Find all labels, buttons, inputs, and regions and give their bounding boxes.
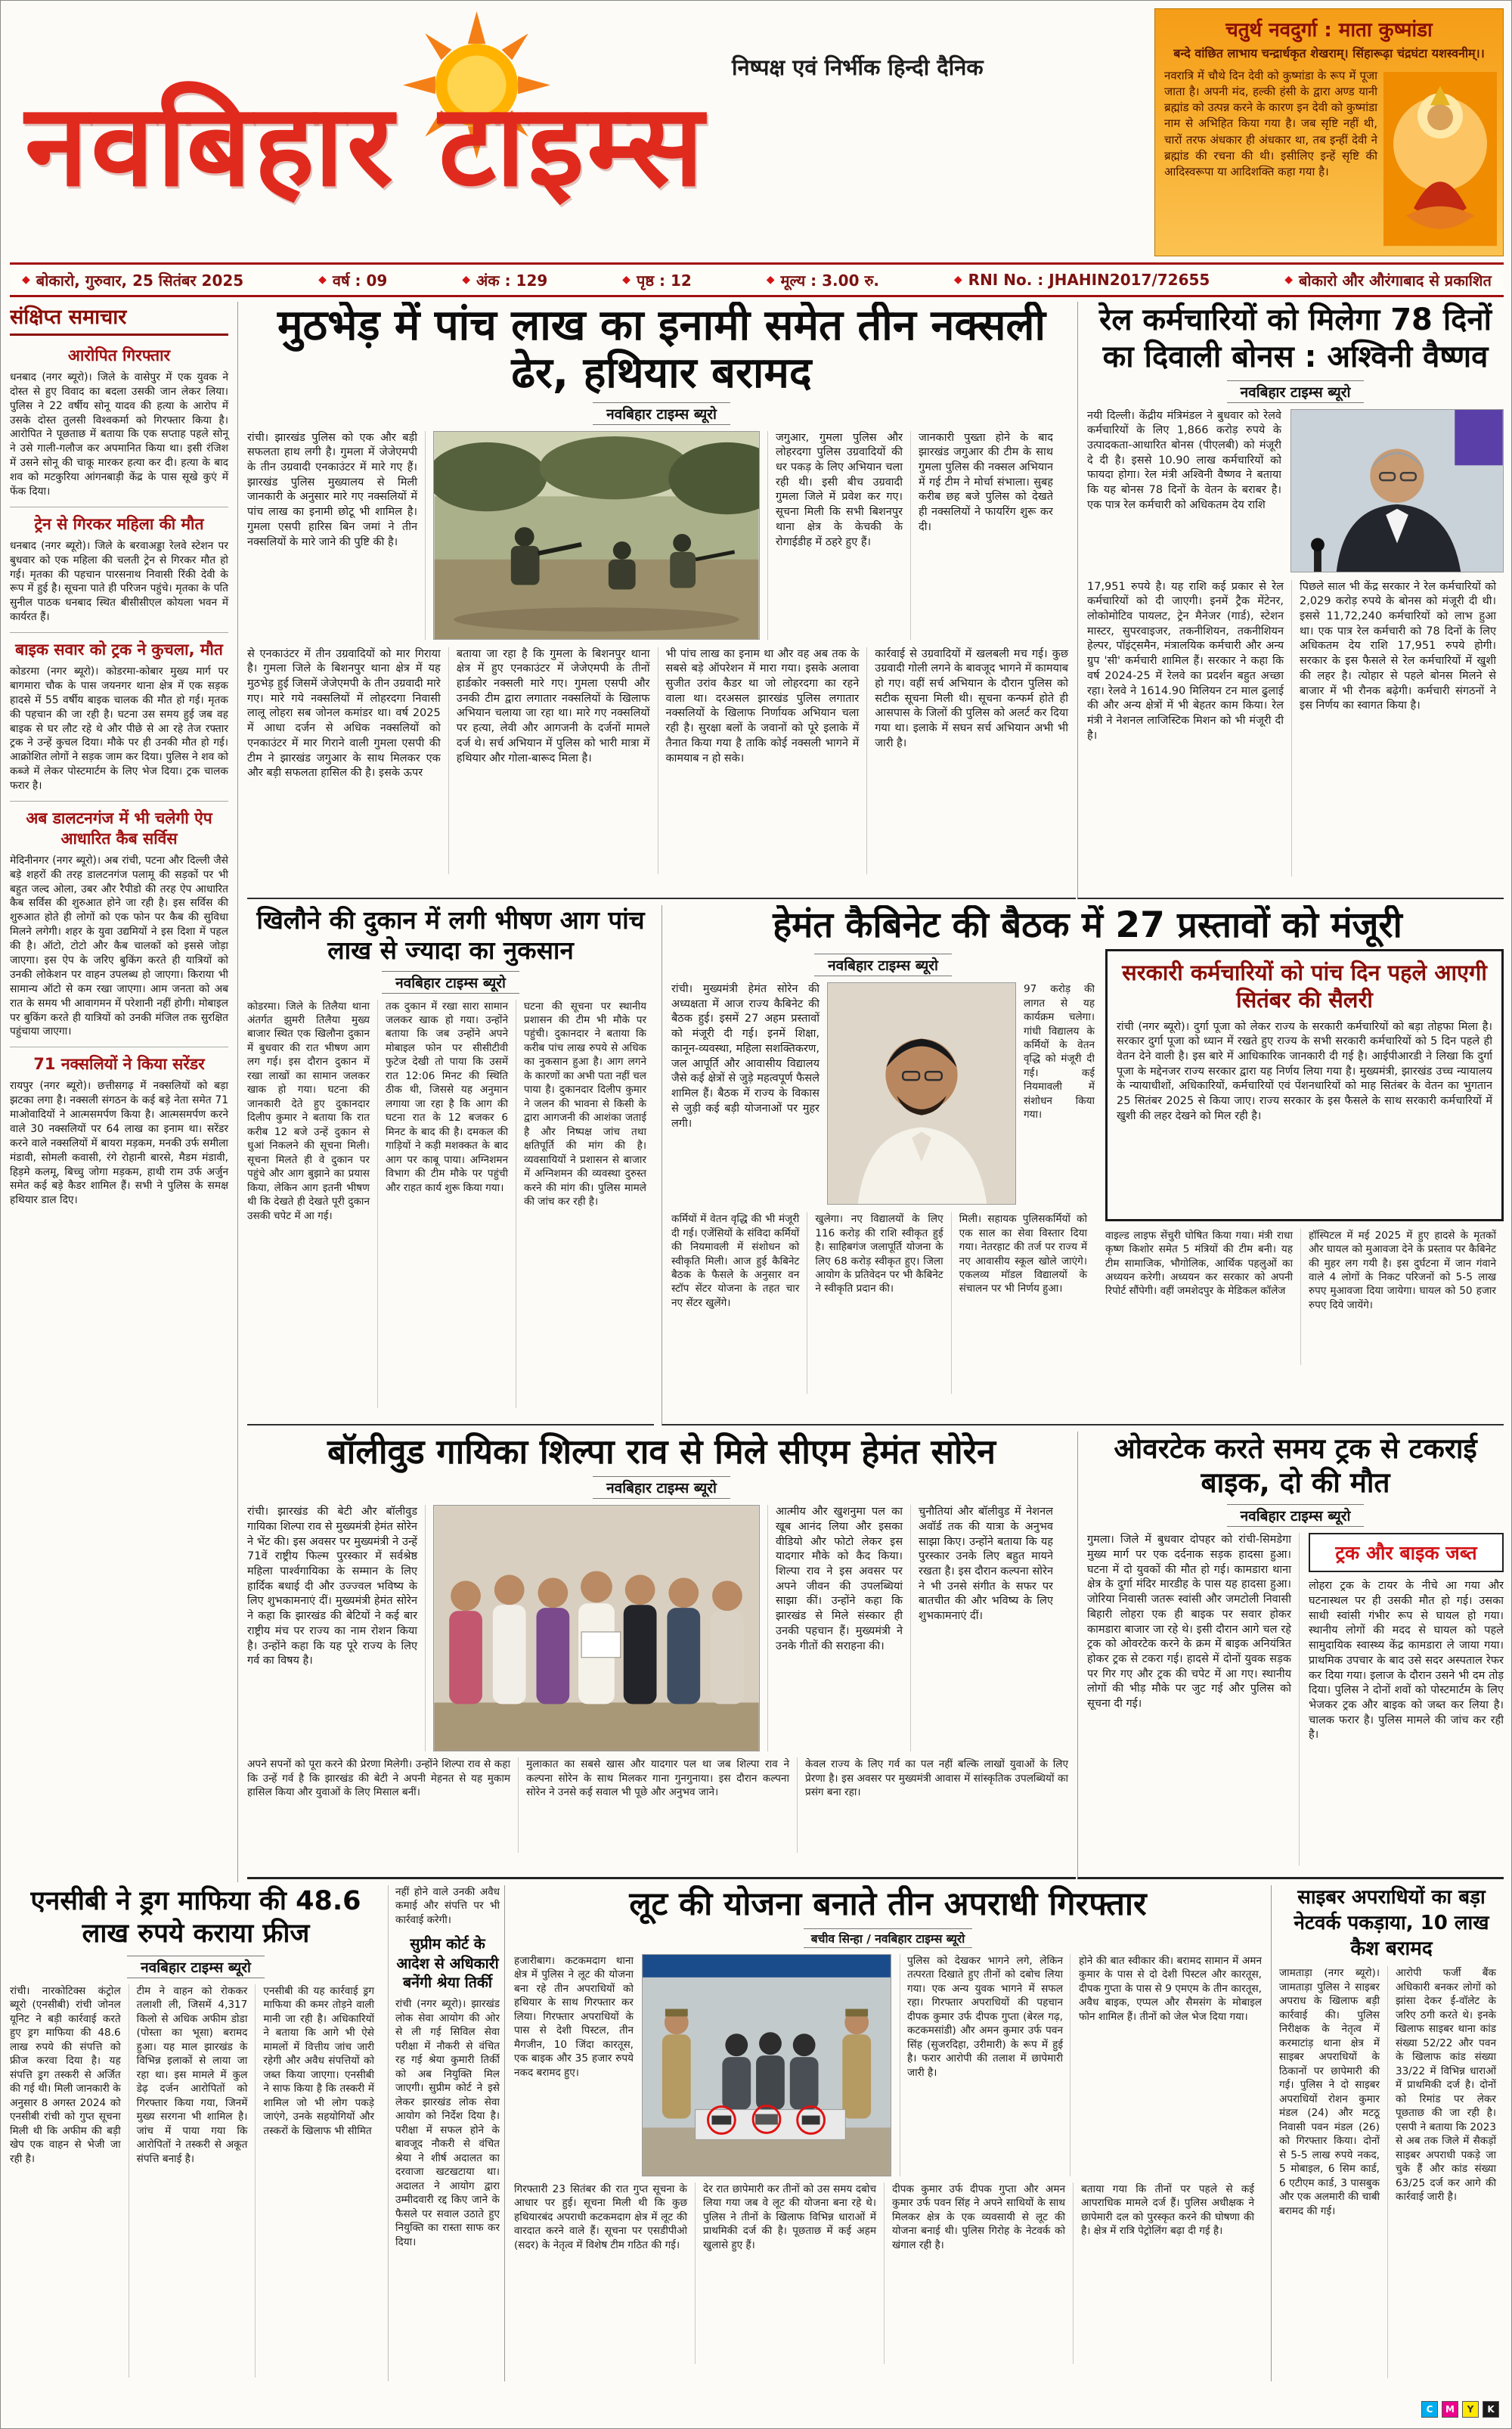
rail-body-column: 17,951 रुपये है। यह राशि कई प्रकार से रेल कर्मचारियों को दी जाएगी। इनमें ट्रैक मेंटेनर, लोकोमोटिव पायलट, ट्रेन मैनेजर (गार्ड), स्टेशन मास्टर, सुपरवाइजर, तकनीशियन, तकनीशियन हेल्पर, पॉइंट्समैन, मंत्रालयिक कर्मचारी और अन्य ग्रुप 'सी' कर्मचारी शामिल हैं। सरकार ने कहा कि वर्ष 2024-25 में रेलवे का प्रदर्शन बहुत अच्छा रहा। रेलवे ने 1614.90 मिलियन टन माल ढुलाई की और अन्य क्षेत्रों में भी बेहतर काम किया। रेल मंत्री ने नेशनल लाजिस्टिक मिशन को भी मंजूरी दी है। [1087, 580, 1284, 742]
dateline-bar [10, 262, 1504, 297]
cabinet-headline: हेमंत कैबिनेट की बैठक में 27 प्रस्तावों को मंजूरी [773, 905, 1402, 946]
lead-body-column: जानकारी पुख्ता होने के बाद झारखंड जगुआर की टीम के साथ गुमला पुलिस की नक्सल अभियान में गई टीम ने मोर्चा संभाला। सुबह करीब छह बजे पुलिस को देखते ही नक्सलियों ने फायरिंग शुरू कर दी। [919, 431, 1053, 533]
loot-body-column: पुलिस को देखकर भागने लगे, लेकिन तत्परता दिखाते हुए तीनों को दबोच लिया गया। एक अन्य युवक भागने में सफल रहा। गिरफ्तार अपराधियों की पहचान दीपक कुमार उर्फ दीपक गुप्ता (बेरल गढ़, कटकमसांडी) और अमन कुमार उर्फ पवन सिंह (सुजरदिहा, उरीमारी) के रूप में हुई है। फरार आरोपी की तलाश में छापेमारी जारी है। [907, 1954, 1063, 2079]
rail-body-column: पिछले साल भी केंद्र सरकार ने रेल कर्मचारियों को 2,029 करोड़ रुपये के बोनस को मंजूरी दी थी। इससे 11,72,240 कर्मचारियों को लाभ हुआ था। एक पात्र रेल कर्मचारी को 78 दिनों के लिए अधिकतम देय राशि 17,951 रुपये होगी। सरकार के इस फैसले से रेल कर्मचारियों में खुशी की लहर है। त्योहार से पहले बोनस मिलने से बाजार में भी रौनक बढ़ेगी। कर्मचारी संगठनों ने इस निर्णय का स्वागत किया है। [1300, 580, 1496, 712]
diamond-separator-icon: ◆ [953, 274, 962, 286]
edition-pages: ◆ पृष्ठ : 12 [622, 271, 692, 290]
cyber-body-column: आरोपी फर्जी बैंक अधिकारी बनकर लोगों को झांसा देकर ई-वॉलेट के जरिए ठगी करते थे। इनके खिलाफ साइबर थाना कांड संख्या 52/22 और पवन के खिलाफ कांड संख्या 33/22 में विभिन्न धाराओं में प्राथमिकी दर्ज है। दोनों को रिमांड पर लेकर पूछताछ की जा रही है। एसपी ने बताया कि 2023 से अब तक जिले में सैकड़ों साइबर अपराधी पकड़े जा चुके हैं और कांड संख्या 63/25 दर्ज कर आगे की कार्रवाई जारी है। [1396, 1967, 1496, 2204]
loot-body-column: गिरफ्तारी 23 सितंबर की रात गुप्त सूचना के आधार पर हुई। सूचना मिली थी कि कुछ हथियारबंद अपराधी कटकमदाग क्षेत्र में लूट की वारदात करने वाले हैं। सूचना पर एसडीपीओ (सदर) के नेतृत्व में विशेष टीम गठित की गई। [514, 2182, 687, 2251]
bollywood-body-column: आत्मीय और खुशनुमा पल का खूब आनंद लिया और इसका वीडियो और फोटो लेकर इस यादगार मौके को कैद किया। शिल्पा राव ने इस अवसर पर अपने जीवन की उपलब्धियां साझा कीं। उन्होंने कहा कि झारखंड से मिले संस्कार ही उनकी पहचान हैं। मुख्यमंत्री ने उनके गीतों की सराहना की। [776, 1506, 903, 1652]
overtake-body-column: लोहरा ट्रक के टायर के नीचे आ गया और घटनास्थल पर ही उसकी मौत हो गई। उसका साथी स्वांसी गंभीर रूप से घायल हो गया। स्थानीय लोगों की मदद से घायल को पहले सामुदायिक स्वास्थ्य केंद्र कामडारा ले जाया गया। प्राथमिक उपचार के बाद उसे सदर अस्पताल रेफर कर दिया गया। इलाज के दौरान उसने भी दम तोड़ दिया। पुलिस ने दोनों शवों को पोस्टमार्टम के लिए भेजकर ट्रक और बाइक को जब्त कर लिया है। चालक फरार है। पुलिस मामले की जांच कर रही है। [1309, 1580, 1504, 1742]
published-from: ◆ बोकारो और औरंगाबाद से प्रकाशित [1284, 271, 1492, 290]
brief-headline: ट्रेन से गिरकर महिला की मौत [34, 514, 204, 533]
rail-bonus-headline: रेल कर्मचारियों को मिलेगा 78 दिनों का दिवाली बोनस : अश्विनी वैष्णव [1099, 302, 1492, 374]
ncb-body-column: एनसीबी की यह कार्रवाई ड्रग माफिया की कमर तोड़ने वाली मानी जा रही है। अधिकारियों ने बताया कि आगे भी ऐसे मामलों में वित्तीय जांच जारी रहेगी और अवैध संपत्तियों को जब्त किया जाएगा। एनसीबी ने साफ किया है कि तस्करी में शामिल जो भी लोग पकड़े जाएंगे, उनके सहयोगियों और तस्करों के खिलाफ भी सीमित [263, 1984, 375, 2137]
cyber-headline: साइबर अपराधियों का बड़ा नेटवर्क पकड़ाया, 10 लाख कैश बरामद [1294, 1886, 1489, 1960]
cabinet-body-column: रांची। मुख्यमंत्री हेमंत सोरेन की अध्यक्षता में आज राज्य कैबिनेट की बैठक हुई। इसमें 27 अहम प्रस्तावों को मंजूरी दी गई। इनमें शिक्षा, कानून-व्यवस्था, महिला सशक्तिकरण, जल आपूर्ति और आवासीय विद्यालय जैसे कई क्षेत्रों से जुड़े महत्वपूर्ण फैसले शामिल हैं। बैठक में राज्य के विकास से जुड़ी कई बड़ी योजनाओं पर मुहर लगी। [671, 983, 820, 1130]
toy-fire-article [247, 905, 654, 1425]
bollywood-byline: नवबिहार टाइम्स ब्यूरो [593, 1476, 730, 1499]
loot-body-column: देर रात छापेमारी कर तीनों को उस समय दबोच लिया गया जब वे लूट की योजना बना रहे थे। पुलिस ने तीनों के खिलाफ विभिन्न धाराओं में प्राथमिकी दर्ज की है। पूछताछ में कई अहम खुलासे हुए हैं। [703, 2182, 876, 2251]
brief-body: कोडरमा (नगर ब्यूरो)। कोडरमा-कोबार मुख्य मार्ग पर बागमारा चौक के पास जयनगर थाना क्षेत्र में एक सड़क हादसे में 55 वर्षीय बाइक चालक की मौत हो गई। मृतक की पहचान की जा रही है। घटना उस समय हुई जब वह बाइक से घर लौट रहे थे और पीछे से आ रहे तेज रफ्तार ट्रक ने उन्हें कुचल दिया। मौके पर ही उनकी मौत हो गई। आक्रोशित लोगों ने सड़क जाम कर दिया। पुलिस ने शव को कब्जे में लेकर पोस्टमार्टम के लिए भेज दिया। ट्रक चालक फरार है। [10, 665, 228, 793]
cabinet-continuation-column: वाइल्ड लाइफ सेंचुरी घोषित किया गया। मंत्री राधा कृष्ण किशोर समेत 5 मंत्रियों की टीम बनी। यह टीम सामाजिक, भौगोलिक, आर्थिक पहलुओं का अध्ययन करेगी। अध्ययन कर सरकार को अपनी रिपोर्ट सौंपेगी। वहीं जमशेदपुर के मेडिकल कॉलेज [1105, 1229, 1293, 1298]
group-photo [433, 1505, 760, 1751]
brief-headline: अब डालटनगंज में भी चलेगी ऐप आधारित कैब सर्विस [26, 809, 212, 848]
print-registration-marks [1421, 2401, 1499, 2418]
cyber-article [1271, 1885, 1504, 2381]
cyan-mark: C [1421, 2401, 1438, 2418]
salary-body: रांची (नगर ब्यूरो)। दुर्गा पूजा को लेकर राज्य के सरकारी कर्मचारियों को बड़ा तोहफा मिला है। सरकार दुर्गा पूजा को ध्यान में रखते हुए राज्य के सभी सरकारी कर्मचारियों को 5 दिन पहले ही वेतन देने वाली है। इस बारे में आधिकारिक जानकारी दी गई है। आईपीआरडी ने लिखा कि दुर्गा पूजा के मद्देनजर राज्य सरकार द्वारा यह निर्णय लिया गया है। मुख्यमंत्री, झारखंड उच्च न्यायालय के न्यायाधीशों, अधिकारियों, कर्मचारियों एवं पेंशनधारियों को माह सितंबर के वेतन का भुगतान 25 सितंबर 2025 से किया जाए। राज्य सरकार के इस फैसले के साथ सरकारी कर्मचारियों में खुशी की लहर देखने को मिल रही है। [1117, 1020, 1492, 1122]
cm-portrait-photo [827, 982, 1016, 1205]
overtake-body-column: गुमला। जिले में बुधवार दोपहर को रांची-सिमडेगा मुख्य मार्ग पर एक दर्दनाक सड़क हादसा हुआ। घटना में दो युवकों की मौत हो गई। कामडारा थाना क्षेत्र के दुर्गा मंदिर मारडीह के पास यह हादसा हुआ। जोरिया निवासी जतरू स्वांसी और जमटोली निवासी बिहारी लोहरा एक ही बाइक पर सवार होकर कामडारा बाजार जा रहे थे। इसी दौरान आगे चल रहे ट्रक को ओवरटेक करने के क्रम में बाइक अनियंत्रित होकर ट्रक से टकरा गई। हादसे में दोनों युवक सड़क पर गिर गए और ट्रक की चपेट में आ गए। स्थानीय लोगों की भीड़ मौके पर जुट गई और पुलिस को सूचना दी गई। [1087, 1534, 1291, 1711]
cabinet-body-column: 97 करोड़ की लागत से यह कार्यक्रम चलेगा। गांधी विद्यालय के कर्मियों के वेतन वृद्धि को मंजूरी दी गई। कई नियमावली में संशोधन किया गया। [1024, 983, 1095, 1121]
bollywood-body-column: मुलाकात का सबसे खास और यादगार पल था जब शिल्पा राव ने कल्पना सोरेन के साथ मिलकर गाना गुनगुनाया। इस दौरान कल्पना सोरेन ने उनसे कई सवाल भी पूछे और अनुभव जाने। [526, 1758, 789, 1799]
newspaper-title: नवबिहार टाइम्स [25, 80, 707, 212]
group-photo-illustration [434, 1506, 759, 1751]
salary-box-article [1105, 949, 1504, 1221]
rail-body-column: नयी दिल्ली। केंद्रीय मंत्रिमंडल ने बुधवार को रेलवे कर्मचारियों के लिए 1,866 करोड़ रुपये के उत्पादकता-आधारित बोनस (पीएलबी) को मंजूरी दे दी है। इससे 10.90 लाख कर्मचारियों को फायदा होगा। रेल मंत्री अश्विनी वैष्णव ने बताया कि यह बोनस 78 दिनों के वेतन के बराबर है। एक पात्र रेल कर्मचारी को अधिकतम देय राशि [1087, 409, 1281, 511]
overtake-headline: ओवरटेक करते समय ट्रक से टकराई बाइक, दो की मौत [1114, 1432, 1477, 1500]
rni-number: ◆ RNI No. : JHAHIN2017/72655 [953, 271, 1210, 289]
toy-fire-headline: खिलौने की दुकान में लगी भीषण आग पांच लाख से ज्यादा का नुकसान [256, 905, 645, 966]
salary-headline: सरकारी कर्मचारियों को पांच दिन पहले आएगी सितंबर की सैलरी [1122, 960, 1487, 1013]
minister-photo [1290, 409, 1504, 572]
brief-body: धनबाद (नगर ब्यूरो)। जिले के बरवाअड्डा रेलवे स्टेशन पर बुधवार को एक महिला की चलती ट्रेन से गिरकर मौत हो गई। मृतका की पहचान पारसनाथ निवासी रिंकी देवी के रूप में हुई है। सूचना पाते ही परिजन पहुंचे। मृतका के पति सुनील पाठक धनबाद स्थित बीसीसीएल कोयला भवन में कार्यरत हैं। [10, 539, 228, 624]
goddess-image [1383, 68, 1497, 250]
masthead [10, 8, 1504, 256]
cabinet-byline: नवबिहार टाइम्स ब्यूरो [814, 954, 952, 976]
briefs-column [10, 302, 238, 1882]
lead-body-column: भी पांच लाख का इनाम था और वह अब तक के सबसे बड़े ऑपरेशन में मारा गया। इसके अलावा सुजीत उरांव कैडर था जो लोहरदगा का रहने वाला था। दरअसल झारखंड पुलिस लगातार नक्सलियों के खिलाफ निर्णायक अभियान चला रही है। सुरक्षा बलों के जवानों को पूरे इलाके में तैनात किया गया है ताकि कोई नक्सली भागने में कामयाब न हो सके। [665, 647, 860, 765]
festival-shloka: बन्दे वांछित लाभाय चन्द्रार्धकृत शेखराम्। सिंहारूढ़ा चंद्रघंटा यशस्वनीम्।। [1173, 46, 1485, 60]
festival-body: नवरात्रि में चौथे दिन देवी को कुष्मांडा के रूप में पूजा जाता है। अपनी मंद, हल्की हंसी के द्वारा अण्ड यानी ब्रह्मांड को उत्पन्न करने के कारण इन देवी को कुष्मांडा नाम से अभिहित किया गया है। जब सृष्टि नहीं थी, चारों तरफ अंधकार ही अंधकार था, तब इन्हीं देवी ने ब्रह्मांड की रचना की थी। इसीलिए इन्हें सृष्टि की आदिस्वरूपा या आदिशक्ति कहा गया है। [1164, 68, 1377, 179]
black-mark: K [1483, 2401, 1499, 2418]
supreme-headline: स‍ुप्रीम कोर्ट के आदेश से अधिकारी बनेंगी श्रेया तिर्की [396, 1935, 499, 1992]
brief-headline: आरोपित गिरफ्तार [67, 346, 171, 365]
diamond-separator-icon: ◆ [318, 274, 327, 286]
newspaper-tagline: निष्पक्ष एवं निर्भीक हिन्दी दैनिक [732, 54, 984, 80]
cyber-body-column: जामताड़ा (नगर ब्यूरो)। जामताड़ा पुलिस ने साइबर अपराध के खिलाफ बड़ी कार्रवाई की। पुलिस निरीक्षक के नेतृत्व में करमाटांड़ थाना क्षेत्र में साइबर अपराधियों के ठिकानों पर छापेमारी की गई। पुलिस ने दो साइबर अपराधियों रोशन कुमार मंडल (24) और मटठू निवासी पवन मंडल (26) को गिरफ्तार किया। दोनों से 5-5 लाख रुपये नकद, 5 मोबाइल, 6 सिम कार्ड, 6 एटीएम कार्ड, 3 पासबुक और एक अलमारी की चाबी बरामद की गई। [1279, 1967, 1380, 2217]
loot-headline: लूट की योजना बनाते तीन अपराधी गिरफ्तार [629, 1885, 1147, 1923]
toy-body-column: कोडरमा। जिले के तिलैया थाना अंतर्गत झुमरी तिलैया मुख्य बाजार स्थित एक खिलौना दुकान में बुधवार की रात भीषण आग लग गई। इस दौरान दुकान में रखा लाखों का सामान जलकर खाक हो गया। घटना की जानकारी देते हुए दुकानदार दिलीप कुमार ने बताया कि रात करीब 12 बजे उन्हें दुकान से धुआं निकलने की सूचना मिली। सूचना मिलते ही वे दुकान पर पहुंचे और आग बुझाने का प्रयास किया, लेकिन आग इतनी भीषण थी कि देखते ही देखते पूरी दुकान उसकी चपेट में आ गई। [247, 1000, 370, 1222]
ncb-article [10, 1885, 382, 2381]
diamond-separator-icon: ◆ [766, 274, 775, 286]
ncb-headline: एनसीबी ने ड्रग माफिया की 48.6 लाख रुपये कराया फ्रीज [30, 1886, 361, 1950]
encounter-photo [433, 431, 760, 640]
bollywood-body-column: केवल राज्य के लिए गर्व का पल नहीं बल्कि लाखों युवाओं के लिए प्रेरणा है। इस अवसर पर मुख्यमंत्री आवास में सांस्कृतिक उपलब्धियों का प्रसंग बना रहा। [805, 1758, 1068, 1799]
truck-seized-subhead: ट्रक और बाइक जब्त [1309, 1533, 1504, 1572]
lead-body-column: बताया जा रहा है कि गुमला के बिशनपुर थाना क्षेत्र में हुए एनकाउंटर में जेजेएमपी के तीनों हार्डकोर नक्सली मारे गए। गुमला एसपी और उनकी टीम द्वारा लगातार नक्सलियों के खिलाफ अभियान चलाया जा रहा था। मारे गए नक्सलियों पर हत्या, लेवी और आगजनी के दर्जनों मामले दर्ज थे। सर्च अभियान में पुलिस को भारी मात्रा में हथियार और गोला-बारूद मिला है। [456, 647, 650, 765]
brief-item [10, 1047, 228, 1215]
lead-article [247, 302, 1076, 899]
lead-body-column: रांची। झारखंड पुलिस को एक और बड़ी सफलता हाथ लगी है। गुमला में जेजेएमपी के तीन उग्रवादी एनकाउंटर में मारे गए हैं। झारखंड पुलिस मुख्यालय से मिली जानकारी के अनुसार मारे गए नक्सलियों में पांच लाख का इनामी छोटू भी शामिल है। गुमला एसपी हारिस बिन जमां ने तीन नक्सलियों के मारे जाने की पुष्टि की है। [247, 431, 417, 548]
overtake-byline: नवबिहार टाइम्स ब्यूरो [1227, 1504, 1365, 1527]
diamond-separator-icon: ◆ [22, 274, 30, 286]
lead-headline: मुठभेड़ में पांच लाख का इनामी समेत तीन नक्सली ढेर, हथियार बरामद [277, 302, 1046, 399]
yellow-mark: Y [1462, 2401, 1479, 2418]
rail-bonus-article [1077, 302, 1504, 899]
edition-issue: ◆ अंक : 129 [462, 271, 548, 290]
lead-body-column: जगुआर, गुमला पुलिस और लोहरदगा पुलिस उग्रवादियों की धर पकड़ के लिए अभियान चला रही थी। इसी बीच उग्रवादी गुमला जिले में प्रवेश कर गए। सूचना मिली कि सभी बिशनपुर थाना क्षेत्र के केचकी के रोगाईडीह में ठहरे हुए हैं। [776, 431, 903, 548]
edition-year: ◆ वर्ष : 09 [318, 271, 388, 290]
lead-byline: नवबिहार टाइम्स ब्यूरो [593, 402, 730, 425]
festival-box [1154, 8, 1504, 256]
briefs-section-title: संक्षिप्त समाचार [10, 302, 228, 336]
police-arrest-photo-illustration [643, 1955, 891, 2176]
ncb-overflow-text: नहीं होने वाले उनकी अवैध कमाई और संपत्ति पर भी कार्रवाई करेगी। [395, 1886, 500, 1926]
cabinet-body-column: मिली। सहायक पुलिसकर्मियों को एक साल का सेवा विस्तार दिया गया। नेतरहाट की तर्ज पर राज्य में नए आवासीय स्कूल खोले जाएंगे। एकलव्य मॉडल विद्यालयों के संचालन पर भी निर्णय हुआ। [959, 1213, 1087, 1295]
loot-body-column: दीपक कुमार उर्फ दीपक गुप्ता और अमन कुमार उर्फ पवन सिंह ने अपने साथियों के साथ मिलकर क्षेत्र के एक व्यवसायी से लूट की योजना बनाई थी। पुलिस गिरोह के नेटवर्क को खंगाल रही है। [892, 2182, 1065, 2251]
magenta-mark: M [1442, 2401, 1458, 2418]
ncb-byline: नवबिहार टाइम्स ब्यूरो [127, 1956, 265, 1978]
bollywood-body-column: अपने सपनों को पूरा करने की प्रेरणा मिलेगी। उन्होंने शिल्पा राव से कहा कि उन्हें गर्व है कि झारखंड की बेटी ने अपनी मेहनत से यह मुकाम हासिल किया और युवाओं के लिए मिसाल बनीं। [247, 1758, 510, 1799]
brief-body: धनबाद (नगर ब्यूरो)। जिले के वासेपुर में एक युवक ने दोस्त से हुए विवाद का बदला उसकी जान लेकर लिया। पुलिस ने 22 वर्षीय सोनू यादव की हत्या के आरोप में उसके दोस्त तुलसी विश्वकर्मा को गिरफ्तार किया है। आरोपित ने पूछताछ में बताया कि एक सप्ताह पहले सोनू ने उसे गाली-गलौज कर अपमानित किया था। इसी रंजिश में उसने सोनू की चाकू मारकर हत्या कर दी। हत्या के बाद शव को मटकुरिया आंगनबाड़ी केंद्र के पास सूखे कुएं में फेंक दिया। [10, 371, 228, 498]
toy-body-column: घटना की सूचना पर स्थानीय प्रशासन की टीम भी मौके पर पहुंची। दुकानदार ने बताया कि करीब पांच लाख रुपये से अधिक का नुकसान हुआ है। आग लगने के कारणों का अभी पता नहीं चल पाया है। दुकानदार दिलीप कुमार ने जलन की भावना से किसी के द्वारा आगजनी की आशंका जताई है और निष्पक्ष जांच तथा क्षतिपूर्ति की मांग की है। व्यवसायियों ने प्रशासन से बाजार में अग्निशमन की व्यवस्था दुरुस्त करने की मांग की। पुलिस मामले की जांच कर रही है। [524, 1000, 646, 1208]
rail-bonus-byline: नवबिहार टाइम्स ब्यूरो [1227, 380, 1365, 403]
bollywood-body-column: रांची। झारखंड की बेटी और बॉलीवुड गायिका शिल्पा राव से मुख्यमंत्री हेमंत सोरेन ने भेंट की। इस अवसर पर मुख्यमंत्री ने उन्हें 71वें राष्ट्रीय फिल्म पुरस्कार में सर्वश्रेष्ठ महिला पार्श्वगायिका के सम्मान के लिए हार्दिक बधाई दी और उज्ज्वल भविष्य के लिए शुभकामनाएं दीं। मुख्यमंत्री हेमंत सोरेन ने कहा कि झारखंड की बेटियों ने कई बार राष्ट्रीय मंच पर राज्य का नाम रोशन किया है। उन्होंने कहा कि यह पूरे राज्य के लिए गर्व का विषय है। [247, 1506, 417, 1667]
bollywood-headline: बॉलीवुड गायिका शिल्पा राव से मिले सीएम हेमंत सोरेन [327, 1432, 996, 1472]
loot-article [504, 1885, 1262, 2381]
encounter-photo-illustration [434, 432, 759, 639]
loot-body-column: बताया गया कि तीनों पर पहले से कई आपराधिक मामले दर्ज हैं। पुलिस अधीक्षक ने छापेमारी दल को पुरस्कृत करने की घोषणा की है। क्षेत्र में रात्रि पेट्रोलिंग बढ़ा दी गई है। [1081, 2182, 1254, 2238]
bottom-fourth-column [388, 1885, 500, 2381]
brief-headline: 71 नक्सलियों ने किया सरेंडर [33, 1055, 205, 1074]
brief-headline: बाइक सवार को ट्रक ने कुचला, मौत [15, 641, 223, 659]
festival-title: चतुर्थ नवदुर्गा : माता कुष्मांडा [1225, 19, 1433, 42]
cabinet-body-column: खुलेगा। नए विद्यालयों के लिए 116 करोड़ की राशि स्वीकृत हुई है। साहिबगंज जलापूर्ति योजना के लिए 68 करोड़ स्वीकृत हुए। जिला आयोग के प्रतिवेदन पर भी कैबिनेट ने स्वीकृति प्रदान की। [815, 1213, 943, 1295]
brief-body: मेदिनीनगर (नगर ब्यूरो)। अब रांची, पटना और दिल्ली जैसे बड़े शहरों की तरह डालटनगंज पलामू की सड़कों पर भी बहुत जल्द ओला, उबर और रैपीडो की तरह ऐप आधारित कैब सर्विस की शुरुआत होने जा रही है। इस सर्विस की शुरुआत होते ही लोगों को एक फोन पर कैब की सुविधा मिलने लगेगी। शहर के युवा उद्यमियों ने इस दिशा में पहल की है। ऑटो, टोटो और कैब चालकों को इससे जोड़ा जाएगा। इस ऐप के जरिए बुकिंग करते ही यात्रियों को उनकी लोकेशन पर वाहन उपलब्ध हो जाएगा। किराया भी सामान्य ऑटो से कम रखा जाएगा। आम जनता को अब रात के समय भी आवागमन में परेशानी नहीं होगी। मोबाइल पर बुकिंग करते ही यात्रियों को उनकी मंजिल तक सुरक्षित पहुंचाया जाएगा। [10, 854, 228, 1038]
supreme-body: रांची (नगर ब्यूरो)। झारखंड लोक सेवा आयोग की ओर से ली गई सिविल सेवा परीक्षा में नौकरी से वंचित रह गई श्रेया कुमारी तिर्की को अब नियुक्ति मिल जाएगी। सुप्रीम कोर्ट ने इसे लेकर झारखंड लोक सेवा आयोग को निर्देश दिया है। परीक्षा में सफल होने के बावजूद नौकरी से वंचित श्रेया ने शीर्ष अदालत का दरवाजा खटखटाया था। अदालत ने आयोग द्वारा उम्मीदवारी रद्द किए जाने के फैसले पर सवाल उठाते हुए नियुक्ति का रास्ता साफ कर दिया। [395, 1998, 500, 2248]
lead-body-column: से एनकाउंटर में तीन उग्रवादियों को मार गिराया है। गुमला जिले के बिशनपुर थाना क्षेत्र में यह मुठभेड़ हुई जिसमें जेजेएमपी के तीन उग्रवादी मारे गए। मारे गये नक्सलियों में लोहरदगा निवासी लालू लोहरा सब जोनल कमांडर था। वर्ष 2025 में आधा दर्जन से अधिक नक्सलियों को एनकाउंटर में मार गिराने वाली गुमला एसपी की टीम ने झारखंड जगुआर के साथ मिलकर एक और बड़ी सफलता हासिल की है। इसके ऊपर [247, 647, 441, 780]
cabinet-continuation-column: हॉस्पिटल में मई 2025 में हुए हादसे के मृतकों और घायल को मुआवजा देने के प्रस्ताव पर कैबिनेट की मुहर लग गयी है। इस दुर्घटना में जान गंवाने वाले 4 लोगों के निकट परिजनों को 5-5 लाख रुपए मुआवजा दिया जायेगा। घायल को 50 हजार रुपए दिये जायेंगे। [1309, 1229, 1496, 1311]
loot-body-column: होने की बात स्वीकार की। बरामद सामान में अमन कुमार के पास से दो देशी पिस्टल और कारतूस, दीपक गुप्ता के पास से 9 एमएम के तीन कारतूस, अवैध बाइक, एप्पल और सैमसंग के मोबाइल फोन शामिल हैं। तीनों को जेल भेज दिया गया। [1079, 1954, 1262, 2023]
police-arrest-photo [642, 1954, 891, 2176]
brief-item [10, 633, 228, 802]
ncb-body-column: टीम ने वाहन को रोककर तलाशी ली, जिसमें 4,317 किलो से अधिक अफीम डोडा (पोस्ता का भूसा) बरामद हुआ। यह माल झारखंड के विभिन्न इलाकों से लाया जा रहा था। इस मामले में कुल डेढ़ दर्जन आरोपितों को गिरफ्तार किया गया, जिनमें मुख्य सरगना भी शामिल है। जांच में पाया गया कि आरोपितों ने तस्करी से अकूत संपत्ति बनाई है। [136, 1984, 248, 2165]
loot-byline: बचीव सिन्हा / नवबिहार टाइम्स ब्यूरो [804, 1928, 973, 1948]
minister-photo-illustration [1291, 410, 1503, 572]
loot-body-column: हजारीबाग। कटकमदाग थाना क्षेत्र में पुलिस ने लूट की योजना बना रहे तीन अपराधियों को हथियार के साथ गिरफ्तार कर लिया। गिरफ्तार अपराधियों के पास से देशी पिस्टल, तीन मैगजीन, 10 जिंदा कारतूस, एक बाइक और 35 हजार रुपये नकद बरामद हुए। [514, 1954, 634, 2079]
brief-item [10, 507, 228, 633]
lead-body-column: कार्रवाई से उग्रवादियों में खलबली मच गई। कुछ उग्रवादी गोली लगने के बावजूद भागने में कामयाब हो गए। वहीं सर्च अभियान के दौरान पुलिस को सटीक सूचना मिली थी। सूचना कन्फर्म होते ही आसपास के जिलों की पुलिस को अलर्ट कर दिया गया था। इलाके में सघन सर्च अभियान अभी भी जारी है। [875, 647, 1068, 749]
toy-fire-byline: नवबिहार टाइम्स ब्यूरो [382, 971, 519, 994]
bollywood-article [247, 1432, 1076, 1879]
cabinet-body-column: कर्मियों में वेतन वृद्धि की भी मंजूरी दी गई। एजेंसियों के संविदा कर्मियों की नियमावली में संशोधन को स्वीकृति मिली। आज हुई कैबिनेट बैठक के फैसले के अनुसार वन स्टॉप सेंटर योजना के तहत चार नए सेंटर खुलेंगे। [671, 1213, 800, 1309]
cabinet-article [662, 905, 1504, 1425]
diamond-separator-icon: ◆ [622, 274, 631, 286]
brief-item [10, 339, 228, 507]
bollywood-body-column: चुनौतियां और बॉलीवुड में नेशनल अवॉर्ड तक की यात्रा के अनुभव साझा किए। उन्होंने बताया कि यह पुरस्कार उनके लिए बहुत मायने रखता है। इस दौरान कल्पना सोरेन ने भी उनसे संगीत के सफर पर बातचीत की और भविष्य के लिए शुभकामनाएं दीं। [919, 1506, 1053, 1623]
brief-body: रायपुर (नगर ब्यूरो)। छत्तीसगढ़ में नक्सलियों को बड़ा झटका लगा है। नक्सली संगठन के कई बड़े नेता समेत 71 माओवादियों ने आत्मसमर्पण किया है। आत्मसमर्पण करने वाले 30 नक्सलियों पर 64 लाख का इनाम था। सरेंडर करने वाले नक्सलियों में बायरा मड़कम, मनकी उर्फ समीला मंडावी, सोमली कवासी, रंगे रोहानी बारसे, मैडम मंडावी, हिड़मे कलमू, बिच्चु जोगा मड़कम, हाथी राम उर्फ अर्जुन समेत कई बड़े कैडर शामिल हैं। सभी ने पुलिस के समक्ष हथियार डाल दिए। [10, 1080, 228, 1207]
edition-price: ◆ मूल्य : 3.00 रु. [766, 271, 880, 290]
ncb-body-column: रांची। नारकोटिक्स कंट्रोल ब्यूरो (एनसीबी) रांची जोनल यूनिट ने बड़ी कार्रवाई करते हुए ड्रग माफिया की 48.6 लाख रुपये की संपत्ति को फ्रीज करवा दिया है। यह संपत्ति ड्रग तस्करी से अर्जित की गई थी। मिली जानकारी के अनुसार 8 अगस्त 2024 को एनसीबी रांची को गुप्त सूचना मिली थी कि अफीम की बड़ी खेप एक वाहन से भेजी जा रही है। [10, 1984, 121, 2165]
diamond-separator-icon: ◆ [462, 274, 470, 286]
edition-date: ◆ बोकारो, गुरुवार, 25 सितंबर 2025 [22, 271, 244, 290]
brief-item [10, 802, 228, 1047]
overtake-article [1077, 1432, 1504, 1879]
cm-portrait-illustration [828, 983, 1015, 1204]
toy-body-column: तक दुकान में रखा सारा सामान जलकर खाक हो गया। उन्होंने बताया कि जब उन्होंने अपने मोबाइल फोन पर सीसीटीवी फुटेज देखी तो पाया कि उसमें रात 12:06 मिनट की स्थिति ठीक थी, जिससे यह अनुमान लगाया जा रहा है कि आग की घटना रात के 12 बजकर 6 मिनट के बाद की है। दमकल की गाड़ियों ने कड़ी मशक्कत के बाद आग पर काबू पाया। अग्निशमन विभाग की टीम मौके पर पहुंची और राहत कार्य शुरू किया गया। [386, 1000, 508, 1194]
diamond-separator-icon: ◆ [1284, 274, 1293, 286]
